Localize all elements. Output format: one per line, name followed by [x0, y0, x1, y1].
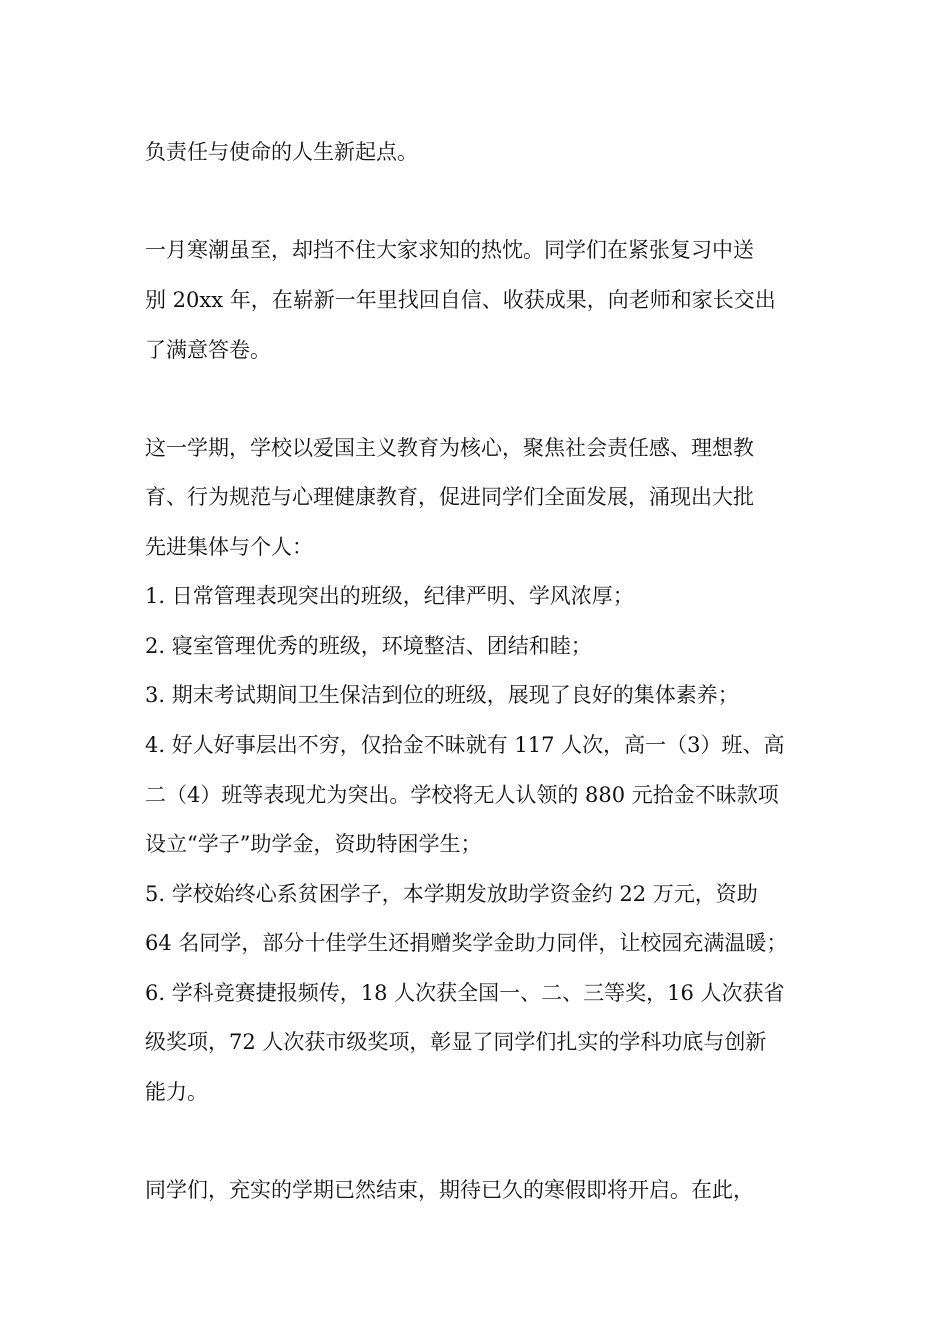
list-item: 6. 学科竞赛捷报频传，18 人次获全国一、二、三等奖，16 人次获省	[145, 981, 785, 1005]
list-item: 1. 日常管理表现突出的班级，纪律严明、学风浓厚；	[145, 584, 634, 608]
list-item: 5. 学校始终心系贫困学子，本学期发放助学资金约 22 万元，资助	[145, 882, 758, 906]
list-item-continuation: 级奖项，72 人次获市级奖项，彰显了同学们扎实的学科功底与创新	[145, 1030, 767, 1054]
paragraph-line: 负责任与使命的人生新起点。	[145, 140, 418, 164]
list-item: 4. 好人好事层出不穷，仅拾金不昧就有 117 人次，高一（3）班、高	[145, 733, 785, 757]
paragraph-line: 同学们，充实的学期已然结束，期待已久的寒假即将开启。在此，	[145, 1178, 754, 1202]
list-item-continuation: 设立“学子”助学金，资助特困学生；	[145, 832, 482, 856]
paragraph-line: 别 20xx 年，在崭新一年里找回自信、收获成果，向老师和家长交出	[145, 288, 776, 312]
list-item: 3. 期末考试期间卫生保洁到位的班级，展现了良好的集体素养；	[145, 683, 739, 707]
list-item-continuation: 二（4）班等表现尤为突出。学校将无人认领的 880 元拾金不昧款项	[145, 783, 779, 807]
paragraph-line: 育、行为规范与心理健康教育，促进同学们全面发展，涌现出大批	[145, 485, 754, 509]
paragraph-line: 这一学期，学校以爱国主义教育为核心，聚焦社会责任感、理想教	[145, 436, 754, 460]
paragraph-line: 先进集体与个人：	[145, 535, 313, 559]
paragraph-line: 了满意答卷。	[145, 338, 271, 362]
paragraph-line: 一月寒潮虽至，却挡不住大家求知的热忱。同学们在紧张复习中送	[145, 238, 754, 262]
list-item-continuation: 能力。	[145, 1080, 208, 1104]
list-item: 2. 寝室管理优秀的班级，环境整洁、团结和睦；	[145, 634, 592, 658]
list-item-continuation: 64 名同学，部分十佳学生还捐赠奖学金助力同伴，让校园充满温暖；	[145, 931, 788, 955]
